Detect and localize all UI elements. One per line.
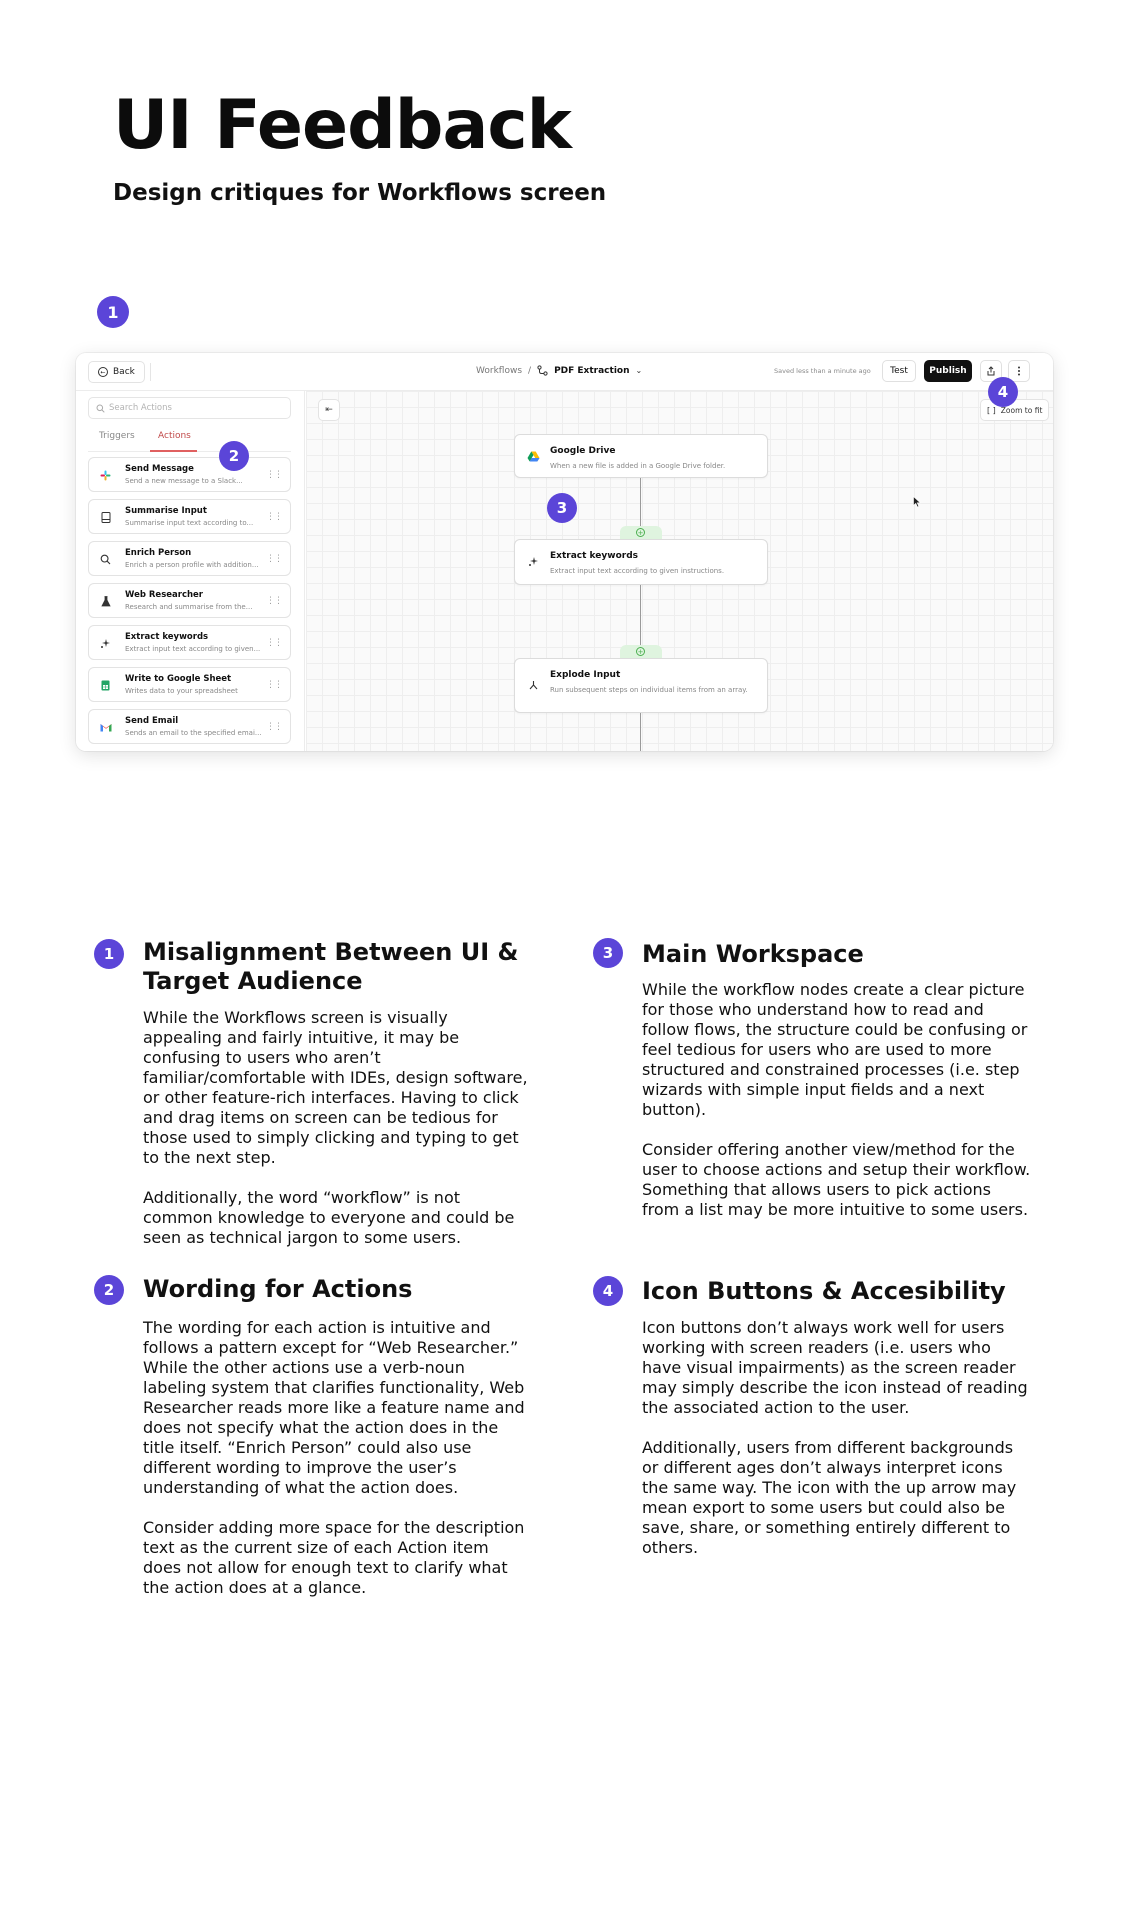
action-description: Send a new message to a Slack... — [125, 477, 243, 485]
back-button[interactable] — [88, 361, 145, 383]
sparkle-icon — [526, 554, 540, 568]
slack-icon — [99, 469, 112, 482]
feedback-paragraph: Consider adding more space for the description text as the current size of each Action item does not allow for enough text to clarify what the action does at a glance. — [143, 1518, 525, 1597]
drag-handle-icon[interactable]: ⋮⋮ — [266, 722, 282, 732]
tab-active-indicator — [150, 450, 197, 452]
search-icon — [99, 553, 112, 566]
mouse-cursor-icon — [913, 496, 921, 508]
workflow-canvas[interactable] — [306, 391, 1053, 751]
node-description: Extract input text according to given instructions. — [550, 567, 725, 575]
action-item[interactable] — [88, 541, 291, 576]
action-item[interactable] — [88, 583, 291, 618]
actions-sidebar — [76, 391, 305, 751]
action-description: Summarise input text according to... — [125, 519, 254, 527]
feedback-body-3 — [642, 980, 1032, 1220]
feedback-number-3: 3 — [593, 938, 623, 968]
test-button[interactable]: Test — [882, 360, 916, 382]
feedback-paragraph: Consider offering another view/method for the user to choose actions and setup their workflow. Something that allows users to pick actions from a list may be more intuitive to some users. — [642, 1140, 1031, 1219]
feedback-paragraph: While the workflow nodes create a clear picture for those who understand how to read and follow flows, the structure could be confusing or feel tedious for users who are used to more structured and constrained processes (i.e. step wizards with simple input fields and a next button). — [642, 980, 1028, 1119]
split-icon — [526, 678, 540, 692]
sparkle-icon — [99, 637, 112, 650]
flask-icon — [99, 595, 112, 608]
drag-handle-icon[interactable]: ⋮⋮ — [266, 512, 282, 522]
action-title: Send Message — [125, 464, 194, 474]
node-title: Google Drive — [550, 446, 616, 456]
saved-status: Saved less than a minute ago — [774, 367, 871, 375]
zoom-to-fit-button[interactable] — [980, 399, 1049, 421]
divider — [150, 363, 151, 381]
feedback-paragraph: Icon buttons don’t always work well for users working with screen readers (i.e. users who have visual impairments) as the screen reader may simply describe the icon instead of reading the associated action to the user. — [642, 1318, 1028, 1417]
marker-1: 1 — [97, 296, 129, 328]
zoom-label: Zoom to fit — [1000, 405, 1043, 415]
drag-handle-icon[interactable]: ⋮⋮ — [266, 680, 282, 690]
workflow-node[interactable] — [514, 658, 768, 713]
marker-3: 3 — [547, 493, 577, 523]
tab-actions[interactable]: Actions — [158, 431, 191, 441]
action-title: Send Email — [125, 716, 179, 726]
breadcrumb — [476, 365, 642, 376]
collapse-sidebar-icon[interactable]: ⇤ — [318, 399, 340, 421]
google-drive-icon — [526, 449, 540, 463]
node-description: Run subsequent steps on individual items from an array. — [550, 686, 748, 694]
feedback-paragraph: The wording for each action is intuitive and follows a pattern except for “Web Researcher.” While the other actions use a verb-noun labeling system that clarifies functionality, Web Researcher reads more like a feature name and does not specify what the action does in the title itself. “Enrich Person” could also use different wording to improve the user’s understanding of what the action does. — [143, 1318, 525, 1497]
action-title: Summarise Input — [125, 506, 207, 516]
search-icon — [96, 404, 105, 413]
gmail-icon — [99, 721, 112, 734]
share-up-arrow-icon — [986, 366, 996, 376]
page-subtitle: Design critiques for Workflows screen — [113, 180, 607, 206]
breadcrumb-current[interactable]: PDF Extraction — [554, 365, 630, 376]
feedback-paragraph: While the Workflows screen is visually appealing and fairly intuitive, it may be confusing to users who aren’t familiar/comfortable with IDEs, design software, or other feature-rich interfaces. Having to click and drag items on screen can be tedious for those used to simply clicking and typing to get to the next step. — [143, 1008, 528, 1167]
plus-icon: + — [637, 528, 644, 537]
feedback-title-2: Wording for Actions — [143, 1275, 413, 1303]
connector-line — [640, 478, 641, 526]
feedback-paragraph: Additionally, users from different backgrounds or different ages don’t always interpret icons the same way. The icon with the up arrow may mean export to some users but could also be save, share, or something entirely different to others. — [642, 1438, 1017, 1557]
document-icon — [99, 511, 112, 524]
search-input[interactable] — [88, 397, 291, 419]
drag-handle-icon[interactable]: ⋮⋮ — [266, 470, 282, 480]
marker-2: 2 — [219, 441, 249, 471]
workflow-icon — [537, 365, 548, 376]
search-placeholder: Search Actions — [109, 403, 172, 413]
marker-4: 4 — [988, 377, 1018, 407]
tab-triggers[interactable]: Triggers — [99, 431, 135, 441]
action-description: Sends an email to the specified emai... — [125, 729, 262, 737]
breadcrumb-separator: / — [528, 365, 532, 376]
chevron-down-icon[interactable]: ⌄ — [635, 366, 643, 375]
feedback-number-4: 4 — [593, 1276, 623, 1306]
feedback-title-3: Main Workspace — [642, 940, 864, 968]
feedback-title-1: Misalignment Between UI & Target Audience — [143, 938, 519, 995]
plus-icon: + — [637, 647, 644, 656]
feedback-number-1: 1 — [94, 939, 124, 969]
feedback-body-1 — [143, 1008, 528, 1248]
feedback-body-2 — [143, 1318, 528, 1598]
fit-frame-icon: [ ] — [987, 405, 996, 415]
action-title: Extract keywords — [125, 632, 209, 642]
action-item[interactable] — [88, 667, 291, 702]
workflow-node[interactable] — [514, 539, 768, 585]
page-title: UI Feedback — [113, 86, 571, 165]
feedback-number-2: 2 — [94, 1275, 124, 1305]
publish-button[interactable]: Publish — [924, 360, 972, 382]
node-title: Extract keywords — [550, 551, 638, 561]
google-sheets-icon — [99, 679, 112, 692]
action-title: Write to Google Sheet — [125, 674, 232, 684]
feedback-title-4: Icon Buttons & Accesibility — [642, 1277, 1006, 1305]
action-description: Research and summarise from the... — [125, 603, 253, 611]
add-step-button[interactable] — [620, 645, 662, 658]
workflow-screenshot — [76, 353, 1053, 751]
drag-handle-icon[interactable]: ⋮⋮ — [266, 554, 282, 564]
action-description: Enrich a person profile with addition... — [125, 561, 259, 569]
breadcrumb-workflows[interactable]: Workflows — [476, 365, 523, 376]
drag-handle-icon[interactable]: ⋮⋮ — [266, 638, 282, 648]
feedback-paragraph: Additionally, the word “workflow” is not common knowledge to everyone and could be seen as technical jargon to some users. — [143, 1188, 515, 1247]
node-title: Explode Input — [550, 670, 621, 680]
connector-line — [640, 585, 641, 645]
action-title: Web Researcher — [125, 590, 203, 600]
feedback-body-4 — [642, 1318, 1032, 1558]
workflow-node[interactable] — [514, 434, 768, 478]
drag-handle-icon[interactable]: ⋮⋮ — [266, 596, 282, 606]
back-label: Back — [113, 367, 135, 377]
action-description: Extract input text according to given... — [125, 645, 261, 653]
add-step-button[interactable] — [620, 526, 662, 539]
action-title: Enrich Person — [125, 548, 192, 558]
vertical-dots-icon — [1017, 366, 1021, 376]
action-item[interactable] — [88, 457, 291, 492]
action-item[interactable] — [88, 709, 291, 744]
top-bar — [76, 353, 1053, 391]
action-description: Writes data to your spreadsheet — [125, 687, 238, 695]
node-description: When a new file is added in a Google Drive folder. — [550, 462, 726, 470]
connector-line — [640, 713, 641, 751]
action-item[interactable] — [88, 625, 291, 660]
action-item[interactable] — [88, 499, 291, 534]
back-arrow-icon: ← — [98, 367, 108, 377]
